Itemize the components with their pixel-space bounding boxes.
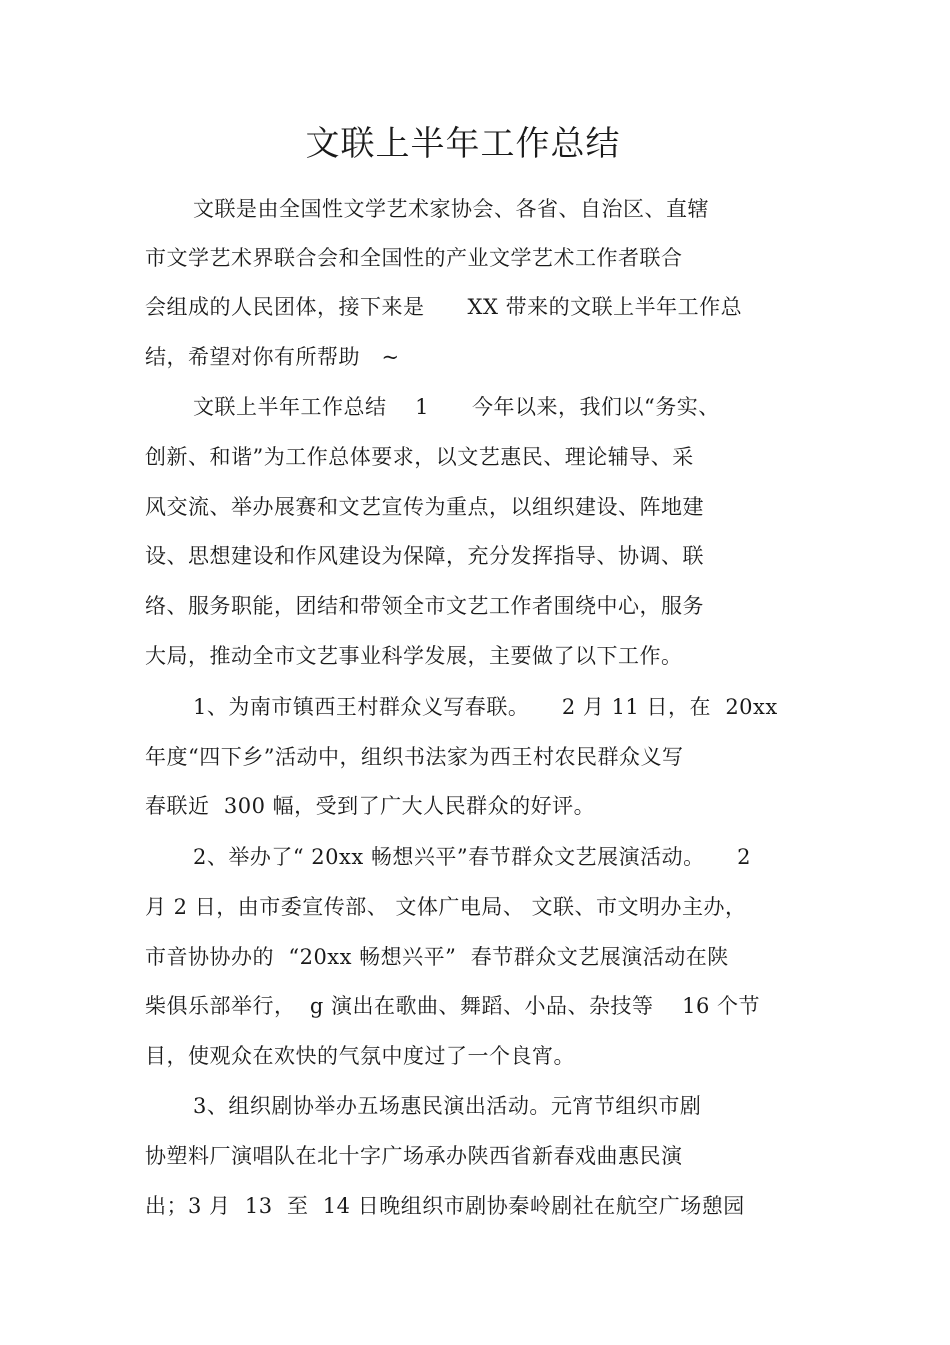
text-line: 年度“四下乡”活动中，组织书法家为西王村农民群众义写 bbox=[145, 745, 684, 769]
text-line: 出；3 月 13 至 14 日晚组织市剧协秦岭剧社在航空广场憩园 bbox=[145, 1194, 745, 1218]
text-line: 协塑料厂演唱队在北十字广场承办陕西省新春戏曲惠民演 bbox=[145, 1144, 683, 1168]
text-line: 设、思想建设和作风建设为保障，充分发挥指导、协调、联 bbox=[145, 544, 704, 568]
text-line: 络、服务职能，团结和带领全市文艺工作者围绕中心，服务 bbox=[145, 594, 704, 618]
text-line: 风交流、举办展赛和文艺宣传为重点，以组织建设、阵地建 bbox=[145, 495, 704, 519]
document-title: 文联上半年工作总结 bbox=[305, 124, 621, 164]
text-line: 会组成的人民团体，接下来是 XX 带来的文联上半年工作总 bbox=[145, 295, 743, 319]
text-line: 目，使观众在欢快的气氛中度过了一个良宵。 bbox=[145, 1044, 575, 1068]
text-line: 结，希望对你有所帮助 ~ bbox=[145, 345, 400, 369]
text-line: 大局，推动全市文艺事业科学发展，主要做了以下工作。 bbox=[145, 644, 683, 668]
text-line: 月 2 日，由市委宣传部、 文体广电局、 文联、市文明办主办， bbox=[145, 895, 747, 919]
text-line: 3、组织剧协举办五场惠民演出活动。元宵节组织市剧 bbox=[193, 1094, 702, 1118]
text-line: 1、为南市镇西王村群众义写春联。 2 月 11 日，在 20xx bbox=[193, 695, 778, 719]
text-line: 创新、和谐”为工作总体要求，以文艺惠民、理论辅导、采 bbox=[145, 445, 694, 469]
text-line: 春联近 300 幅，受到了广大人民群众的好评。 bbox=[145, 794, 596, 818]
text-line: 文联是由全国性文学艺术家协会、各省、自治区、直辖 bbox=[193, 197, 709, 221]
text-line: 市音协协办的 “20xx 畅想兴平” 春节群众文艺展演活动在陕 bbox=[145, 945, 729, 969]
text-line: 市文学艺术界联合会和全国性的产业文学艺术工作者联合 bbox=[145, 246, 683, 270]
text-line: 文联上半年工作总结 1 今年以来，我们以“务实、 bbox=[193, 395, 720, 419]
text-line: 2、举办了“ 20xx 畅想兴平”春节群众文艺展演活动。 2 bbox=[193, 845, 751, 869]
text-line: 柴俱乐部举行， g 演出在歌曲、舞蹈、小品、杂技等 16 个节 bbox=[145, 994, 761, 1018]
